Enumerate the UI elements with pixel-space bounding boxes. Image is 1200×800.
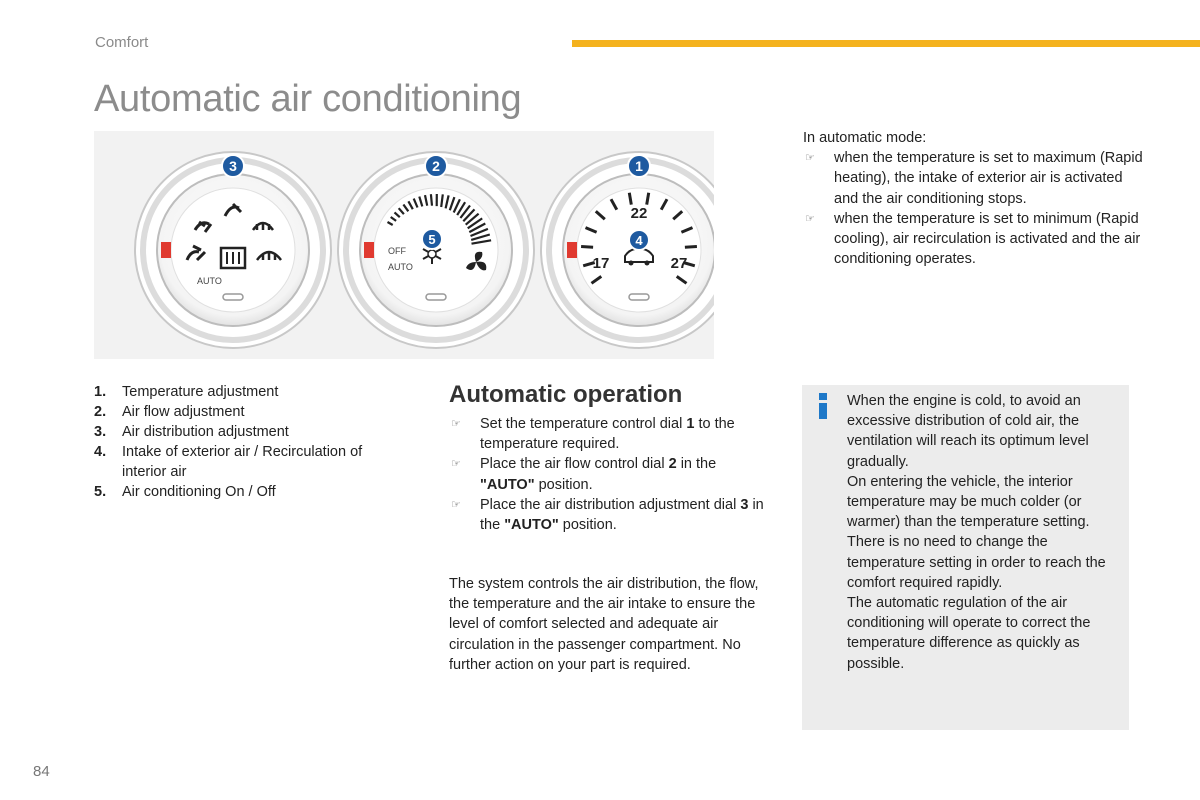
legend-item: 5. Air conditioning On / Off xyxy=(94,484,276,500)
svg-text:2: 2 xyxy=(432,158,440,174)
automatic-mode-intro: In automatic mode: xyxy=(803,130,927,146)
section-heading: Automatic operation xyxy=(449,381,683,408)
list-item: ☞ when the temperature is set to minimum (Rapid cooling), air recirculation is activated and the air conditioning operates. xyxy=(803,209,1143,270)
legend-item: 3. Air distribution adjustment xyxy=(94,424,289,440)
dial-callout-4 xyxy=(629,230,649,250)
svg-text:4: 4 xyxy=(635,233,643,248)
dial-tick xyxy=(685,247,697,248)
info-text: When the engine is cold, to avoid an excessive distribution of cold air, the ventilation will reach its optimum level gradually. On entering the vehicle, the interior temperature may be much colder (or warmer) than the temperature setting. There is no need to change the temperature setting in order to reach the comfort required rapidly. The automatic regulation of the air conditioning will operate to correct the temperature difference as quickly as possible. xyxy=(847,393,1106,672)
dial-position-indicator xyxy=(364,242,374,258)
pointer-bullet-icon: ☞ xyxy=(805,212,815,225)
pointer-bullet-icon: ☞ xyxy=(451,498,461,511)
legend-item: 2. Air flow adjustment xyxy=(94,404,245,420)
dial-callout-3 xyxy=(222,155,244,177)
svg-text:1: 1 xyxy=(635,158,643,174)
list-item: ☞ Place the air flow control dial 2 in the "AUTO" position. xyxy=(449,454,769,494)
temperature-label-mid: 22 xyxy=(630,205,648,222)
dial-tick xyxy=(629,193,631,205)
page-title: Automatic air conditioning xyxy=(94,78,522,120)
list-item: ☞ Set the temperature control dial 1 to the temperature required. xyxy=(449,414,769,454)
section-label: Comfort xyxy=(95,34,149,51)
dial-auto-label: AUTO xyxy=(388,262,413,272)
figure-legend xyxy=(94,382,394,502)
air-flow-dial xyxy=(338,152,534,348)
dial-callout-1 xyxy=(628,155,650,177)
info-box xyxy=(802,385,1129,730)
legend-item: 1. Temperature adjustment xyxy=(94,384,279,400)
dial-callout-5 xyxy=(422,229,442,249)
automatic-mode-notes xyxy=(803,128,1143,269)
temperature-label-min: 17 xyxy=(592,255,610,272)
temperature-label-max: 27 xyxy=(670,255,688,272)
dial-tick xyxy=(581,247,593,248)
info-icon xyxy=(816,393,830,419)
dial-position-indicator xyxy=(161,242,171,258)
pointer-bullet-icon: ☞ xyxy=(451,418,461,430)
list-item: ☞ Place the air distribution adjustment dial 3 in the "AUTO" position. xyxy=(449,495,769,535)
pointer-bullet-icon: ☞ xyxy=(451,458,461,471)
svg-text:5: 5 xyxy=(428,232,436,247)
temperature-dial xyxy=(541,152,714,348)
air-distribution-dial xyxy=(135,152,331,348)
control-panel-figure xyxy=(94,131,714,359)
dial-off-label: OFF xyxy=(388,246,406,256)
section-accent-bar xyxy=(572,40,1200,47)
dial-callout-2 xyxy=(425,155,447,177)
dial-position-indicator xyxy=(567,242,577,258)
dial-tick xyxy=(647,193,649,205)
dial-auto-label: AUTO xyxy=(197,276,222,286)
svg-text:3: 3 xyxy=(229,158,237,174)
operation-steps xyxy=(449,414,769,535)
legend-item: 4. Intake of exterior air / Recirculation of interior air xyxy=(94,444,363,480)
operation-summary: The system controls the air distribution, the flow, the temperature and the air intake to ensure the level of comfort selected and adequate air circulation in the passenger compartment. No further action on your part is required. xyxy=(449,576,759,673)
pointer-bullet-icon: ☞ xyxy=(805,152,815,165)
list-item: ☞ when the temperature is set to maximum (Rapid heating), the intake of exterior air is activated and the air conditioning stops. xyxy=(803,148,1143,209)
dial-tick xyxy=(431,194,432,206)
page-number: 84 xyxy=(33,763,50,780)
